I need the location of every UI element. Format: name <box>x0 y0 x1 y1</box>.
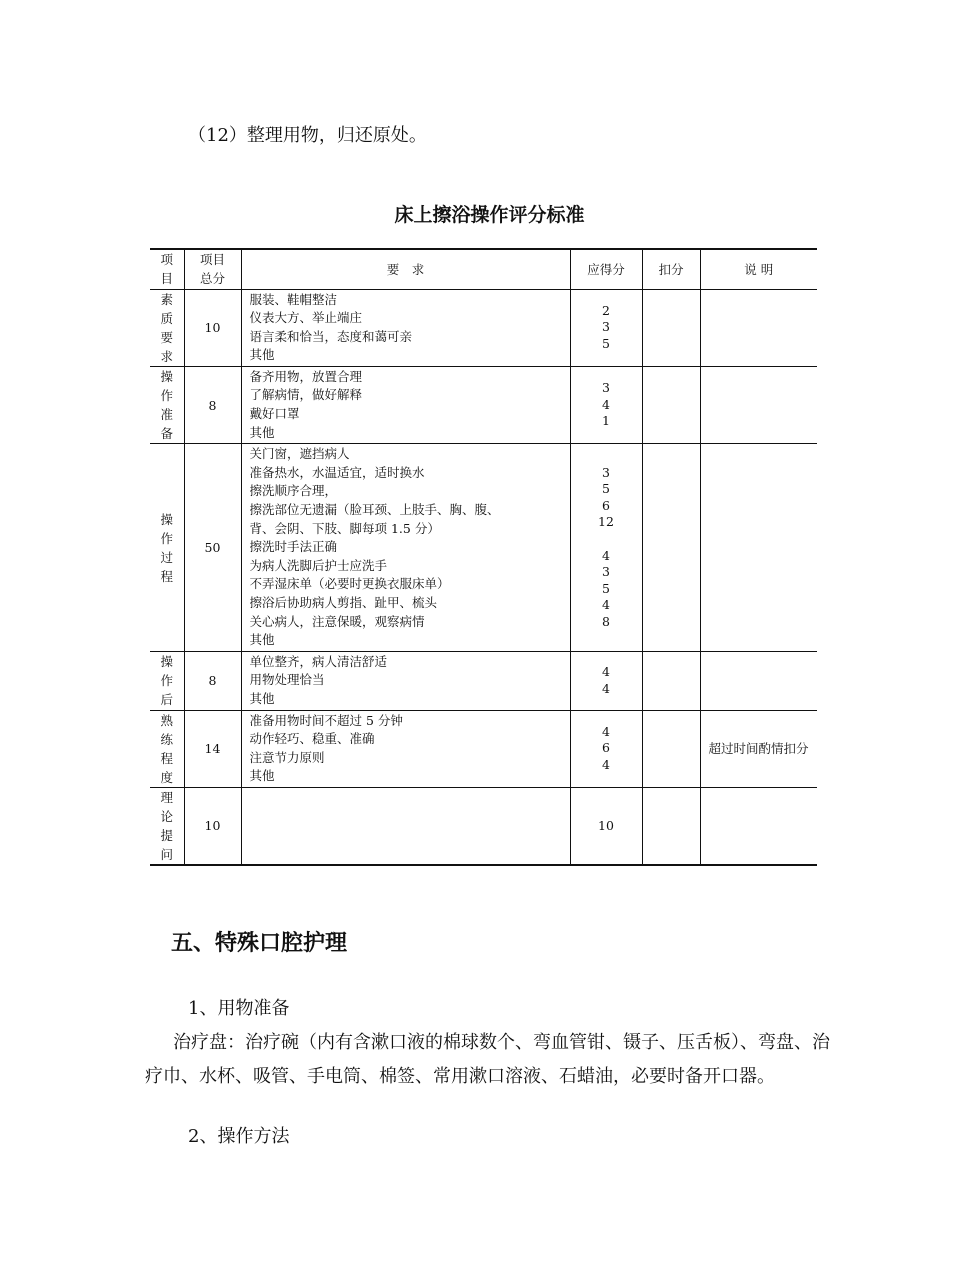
row-item-cell <box>150 366 184 443</box>
row-item-cell <box>150 444 184 652</box>
requirement-line: 戴好口罩 <box>249 406 300 422</box>
scoring-table <box>150 248 817 866</box>
requirement-line: 关门窗，遮挡病人 <box>249 446 350 462</box>
row-total-cell: 14 <box>184 710 241 787</box>
requirement-line: 背、会阴、下肢、脚每项 1.5 分） <box>249 520 440 536</box>
row-item-char: 后 <box>160 692 173 708</box>
header-item-char: 目 <box>160 271 173 287</box>
row-item-char: 要 <box>160 329 173 345</box>
row-item-char: 作 <box>160 388 173 404</box>
row-points-cell <box>570 710 642 787</box>
row-points-cell <box>570 366 642 443</box>
requirement-line: 用物处理恰当 <box>249 672 325 688</box>
header-note: 说 明 <box>700 249 817 289</box>
row-requirements-cell <box>241 651 570 710</box>
row-item-char: 求 <box>160 348 173 364</box>
row-item-char: 质 <box>160 310 173 326</box>
row-note-cell <box>700 787 817 865</box>
requirement-line: 语言柔和恰当，态度和蔼可亲 <box>249 328 413 344</box>
points-value: 4 <box>602 547 610 563</box>
requirement-line: 其他 <box>249 768 275 784</box>
table-row <box>150 366 817 443</box>
requirement-line: 擦洗时手法正确 <box>249 539 338 555</box>
row-requirements-cell <box>241 366 570 443</box>
row-requirements-cell <box>241 787 570 865</box>
points-value: 4 <box>602 396 610 412</box>
points-value: 4 <box>602 664 610 680</box>
points-value: 12 <box>598 514 614 530</box>
header-item <box>150 249 184 289</box>
row-item-char: 作 <box>160 673 173 689</box>
row-item-char: 备 <box>160 426 173 442</box>
requirement-line: 其他 <box>249 632 275 648</box>
row-total-cell: 8 <box>184 366 241 443</box>
header-deduction: 扣分 <box>642 249 700 289</box>
row-item-char: 操 <box>160 369 173 385</box>
row-total-cell: 8 <box>184 651 241 710</box>
row-item-char: 论 <box>160 808 173 824</box>
points-value: 3 <box>602 380 610 396</box>
row-item-char: 操 <box>160 511 173 527</box>
row-item-cell <box>150 710 184 787</box>
requirement-line: 擦洗部位无遗漏（脸耳颈、上肢手、胸、腹、 <box>249 502 500 518</box>
points-value: 3 <box>602 564 610 580</box>
row-item-char: 问 <box>160 846 173 862</box>
row-item-char: 理 <box>160 789 173 805</box>
header-item-char: 项 <box>160 252 173 268</box>
requirement-line: 了解病情，做好解释 <box>249 387 363 403</box>
requirement-line: 其他 <box>249 690 275 706</box>
table-row <box>150 289 817 366</box>
points-value: 6 <box>602 740 610 756</box>
step-12-text: （12）整理用物，归还原处。 <box>188 125 427 146</box>
row-total-cell: 10 <box>184 787 241 865</box>
requirement-line: 其他 <box>249 347 275 363</box>
section-title: 五、特殊口腔护理 <box>171 931 348 956</box>
row-requirements-cell <box>241 444 570 652</box>
requirement-line: 擦浴后协助病人剪指、趾甲、梳头 <box>249 595 438 610</box>
row-deduction-cell <box>642 289 700 366</box>
points-value: 4 <box>602 723 610 739</box>
requirement-line: 服装、鞋帽整洁 <box>249 291 338 307</box>
points-value: 5 <box>602 580 610 596</box>
requirement-line: 仪表大方、举止端庄 <box>249 310 363 326</box>
requirement-line: 不弄湿床单（必要时更换衣服床单） <box>249 576 450 592</box>
requirement-line: 其他 <box>249 424 275 440</box>
item-1-heading: 1、用物准备 <box>188 998 290 1019</box>
supplies-paragraph-text: 治疗盘：治疗碗（内有含漱口液的棉球数个、弯血管钳、镊子、压舌板）、弯盘、治疗巾、水杯、吸管、手电筒、棉签、常用漱口溶液、石蜡油，必要时备开口器。 <box>145 1032 830 1087</box>
table-row <box>150 787 817 865</box>
header-requirement: 要 求 <box>241 249 570 289</box>
row-note-cell <box>700 366 817 443</box>
requirement-line: 注意节力原则 <box>249 749 325 765</box>
row-points-cell <box>570 787 642 865</box>
row-deduction-cell <box>642 651 700 710</box>
points-value: 5 <box>602 335 610 351</box>
table-row <box>150 651 817 710</box>
points-value: 10 <box>598 817 614 833</box>
row-note-cell <box>700 444 817 652</box>
row-item-char: 素 <box>160 291 173 307</box>
table-header-row <box>150 249 817 289</box>
requirement-line: 关心病人，注意保暖，观察病情 <box>249 613 425 629</box>
table-row <box>150 444 817 652</box>
row-note-cell: 超过时间酌情扣分 <box>700 710 817 787</box>
row-item-char: 程 <box>160 750 173 766</box>
row-deduction-cell <box>642 710 700 787</box>
requirement-line: 单位整齐，病人清洁舒适 <box>249 653 388 669</box>
row-deduction-cell <box>642 366 700 443</box>
row-item-char: 准 <box>160 407 173 423</box>
row-item-char: 练 <box>160 731 173 747</box>
row-requirements-cell <box>241 710 570 787</box>
row-item-char: 程 <box>160 568 173 584</box>
requirement-line: 动作轻巧、稳重、准确 <box>249 731 375 747</box>
row-item-cell <box>150 289 184 366</box>
row-requirements-cell <box>241 289 570 366</box>
row-deduction-cell <box>642 787 700 865</box>
points-value: 2 <box>602 302 610 318</box>
row-points-cell <box>570 289 642 366</box>
item-2-heading: 2、操作方法 <box>188 1126 290 1147</box>
header-total-line: 总分 <box>199 271 225 287</box>
table-title: 床上擦浴操作评分标准 <box>394 204 585 226</box>
requirement-line: 为病人洗脚后护士应洗手 <box>249 557 388 573</box>
row-total-cell: 50 <box>184 444 241 652</box>
points-value <box>571 531 642 548</box>
header-points: 应得分 <box>570 249 642 289</box>
supplies-paragraph <box>145 1026 840 1094</box>
row-item-cell <box>150 651 184 710</box>
row-item-cell <box>150 787 184 865</box>
table-row <box>150 710 817 787</box>
points-value: 4 <box>602 680 610 696</box>
points-value: 1 <box>602 413 610 429</box>
header-total-line: 项目 <box>199 252 225 268</box>
row-deduction-cell <box>642 444 700 652</box>
row-note-cell <box>700 289 817 366</box>
points-value: 5 <box>602 481 610 497</box>
row-item-char: 度 <box>160 769 173 785</box>
points-value: 4 <box>602 597 610 613</box>
row-total-cell: 10 <box>184 289 241 366</box>
row-item-char: 提 <box>160 827 173 843</box>
points-value: 3 <box>602 464 610 480</box>
row-item-char: 操 <box>160 654 173 670</box>
row-note-cell <box>700 651 817 710</box>
requirement-line: 擦洗顺序合理， <box>249 483 338 499</box>
row-item-char: 熟 <box>160 712 173 728</box>
points-value: 6 <box>602 497 610 513</box>
points-value: 8 <box>602 613 610 629</box>
row-item-char: 过 <box>160 549 173 565</box>
table-body <box>150 289 817 865</box>
requirement-line: 准备热水，水温适宜，适时换水 <box>249 464 425 480</box>
points-value: 4 <box>602 757 610 773</box>
row-item-char: 作 <box>160 530 173 546</box>
requirement-line: 准备用物时间不超过 5 分钟 <box>249 712 403 728</box>
requirement-line: 备齐用物，放置合理 <box>249 368 363 384</box>
points-value: 3 <box>602 319 610 335</box>
header-total <box>184 249 241 289</box>
row-points-cell <box>570 651 642 710</box>
row-points-cell <box>570 444 642 652</box>
